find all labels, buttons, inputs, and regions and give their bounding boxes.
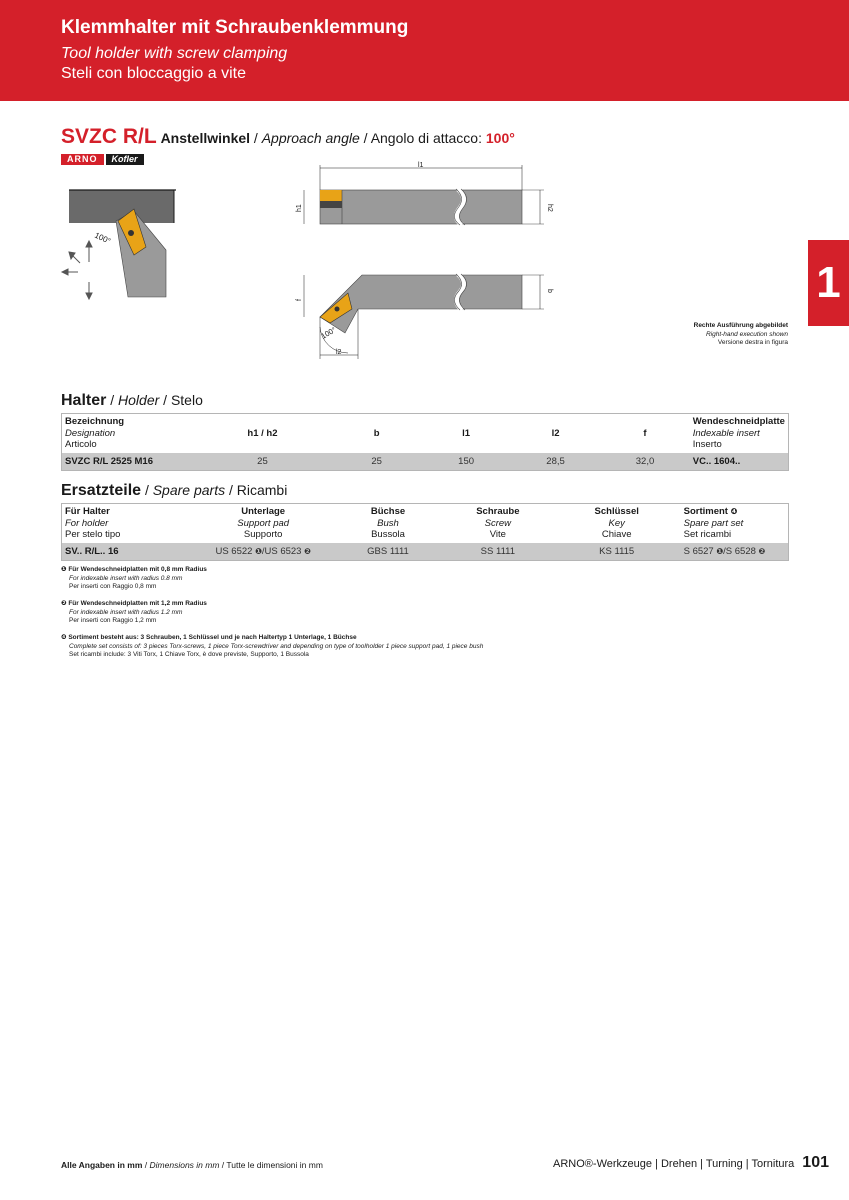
angle-label-de: Anstellwinkel (160, 130, 251, 146)
l1-header: l1 (462, 427, 471, 439)
h-cell: 25 (193, 453, 332, 471)
bush-cell: GBS 1111 (333, 543, 443, 561)
bush-header: Büchse Bush Bussola (370, 506, 406, 540)
h-header: h1 / h2 (247, 427, 278, 439)
angle-label: 100° (319, 325, 338, 341)
key-cell: KS 1115 (553, 543, 681, 561)
spares-section-title (61, 482, 287, 500)
footer-section: ARNO®-Werkzeuge | Drehen | Turning | Tornitura (553, 1158, 795, 1170)
footnote-4: ❹ Sortiment besteht aus: 3 Schrauben, 1 Schlüssel und je nach Haltertyp 1 Unterlage, 1 Büchse Complete set consists of: 3 pieces Torx-screws, 1 piece Torx-screwdriver and depending on type of toolholder 1 piece support pad, 1 piece bush Set ricambi include: 3 Viti Torx, 1 Chiave Torx, è dove previste, Supporto, 1 Bussola (61, 634, 484, 658)
table-row (62, 453, 789, 471)
holder-title-en: Holder (118, 392, 160, 408)
page-number: 101 (802, 1154, 829, 1171)
insert-cell: VC.. 1604.. (690, 453, 789, 471)
angle-label-en: Approach angle (261, 130, 360, 146)
spares-table (61, 503, 789, 561)
designation-cell: SVZC R/L 2525 M16 (62, 453, 193, 471)
angle-value: 100° (485, 130, 515, 146)
note-en: Right-hand execution shown (705, 330, 788, 338)
note-de: Rechte Ausführung abgebildet (693, 322, 788, 329)
top-view-drawing (290, 265, 555, 365)
key-header: Schlüssel Key Chiave (594, 506, 639, 540)
footnote-1: ❶ Für Wendeschneidplatten mit 0,8 mm Radius For indexable insert with radius 0.8 mm Per inserti con Raggio 0,8 mm (61, 566, 207, 590)
spares-title-en: Spare parts (152, 482, 226, 498)
arno-logo: ARNO (61, 154, 104, 165)
spares-title-it: Ricambi (236, 482, 288, 498)
holder-table (61, 413, 789, 471)
header-title-de: Klemmhalter mit Schraubenklemmung (61, 17, 409, 38)
screw-cell: SS 1111 (443, 543, 553, 561)
kofler-logo: Kofler (106, 154, 144, 165)
designation-header: Bezeichnung Designation Articolo (65, 416, 125, 450)
b-header: b (373, 427, 380, 439)
separator: / (228, 482, 233, 498)
holder-title-it: Stelo (170, 392, 203, 408)
spare-set-cell: S 6527 ❶/S 6528 ❷ (681, 543, 789, 561)
feed-direction-arrows-icon (62, 241, 92, 299)
separator: / (110, 392, 115, 408)
right-hand-note (694, 322, 788, 348)
page-header (0, 0, 849, 101)
footer-units: Alle Angaben in mm / Dimensions in mm / Tutte le dimensioni in mm (61, 1160, 323, 1170)
holder-side-shape (320, 190, 522, 224)
insert-engagement-drawing (56, 185, 186, 310)
for-holder-header: Für Halter For holder Per stelo tipo (65, 506, 121, 540)
insert-header: Wendeschneidplatte Indexable insert Inserto (692, 416, 785, 450)
spare-set-header: Sortiment ❹ Spare part set Set ricambi (683, 506, 744, 540)
screw-header: Schraube Screw Vite (476, 506, 520, 540)
b-cell: 25 (332, 453, 421, 471)
note-it: Versione destra in figura (717, 339, 788, 346)
dim-f-label: f (296, 299, 303, 301)
holder-title-de: Halter (61, 392, 107, 409)
dim-l1-label: l1 (418, 162, 424, 169)
support-pad-header: Unterlage Support pad Supporto (237, 506, 290, 540)
dim-l2-label: l2 (336, 349, 342, 356)
separator: / (144, 482, 149, 498)
separator: / (363, 130, 368, 146)
f-header: f (643, 427, 647, 439)
l1-cell: 150 (421, 453, 510, 471)
side-view-drawing (290, 160, 555, 235)
for-holder-cell: SV.. R/L.. 16 (62, 543, 194, 561)
dim-h1-label: h1 (296, 204, 303, 212)
l2-cell: 28,5 (511, 453, 600, 471)
angle-label-it: Angolo di attacco: (370, 130, 482, 146)
holder-section-title (61, 392, 203, 410)
header-title-en: Tool holder with screw clamping (61, 45, 288, 62)
insert-side-shape (320, 190, 342, 201)
product-title (61, 125, 515, 149)
holder-header-row (62, 414, 789, 453)
footnote-2: ❷ Für Wendeschneidplatten mit 1,2 mm Radius For indexable insert with radius 1.2 mm Per inserti con Raggio 1,2 mm (61, 600, 207, 624)
screw-icon (128, 230, 134, 236)
product-code: SVZC R/L (61, 125, 157, 148)
spares-title-de: Ersatzteile (61, 482, 142, 499)
chapter-tab: 1 (808, 240, 849, 326)
header-title-it: Steli con bloccaggio a vite (61, 65, 246, 82)
screw-icon (335, 307, 340, 312)
spares-header-row (62, 504, 789, 543)
support-pad-cell: US 6522 ❶/US 6523 ❷ (193, 543, 333, 561)
f-cell: 32,0 (600, 453, 689, 471)
separator: / (253, 130, 258, 146)
separator: / (163, 392, 168, 408)
dim-h2-label: h2 (546, 204, 553, 212)
table-row (62, 543, 789, 561)
angle-label: 100° (93, 230, 112, 246)
l2-header: l2 (551, 427, 560, 439)
dim-b-label: b (546, 289, 553, 293)
brand-logo (61, 154, 144, 165)
footer-breadcrumb (553, 1154, 829, 1172)
